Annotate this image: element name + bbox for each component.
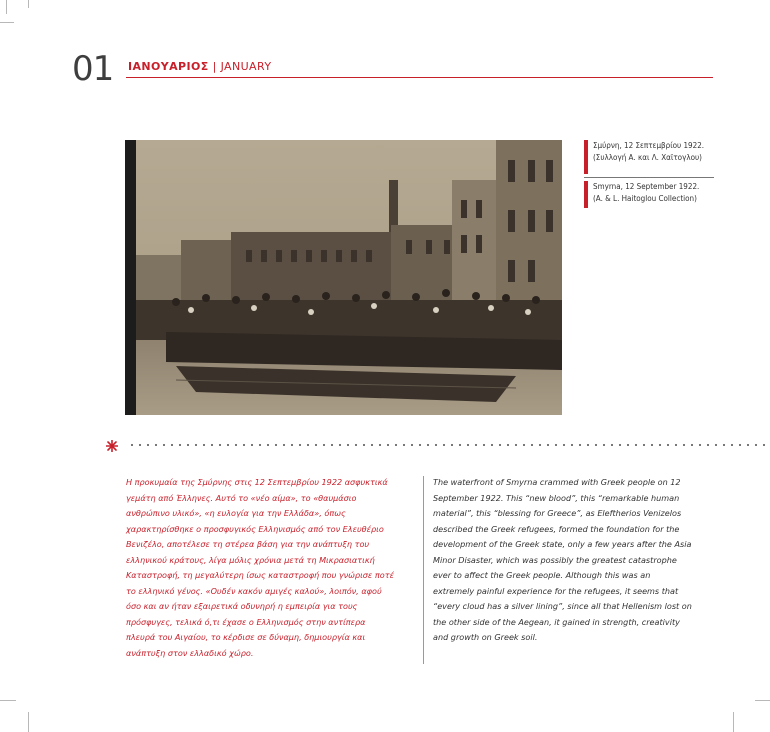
ornament-star-icon [106, 440, 118, 452]
month-greek: ΙΑΝΟΥΑΡΙΟΣ [128, 60, 209, 73]
title-separator: | [212, 60, 217, 73]
body-greek-column [126, 475, 416, 661]
caption-english-line-1: Smyrna, 12 September 1922. [593, 182, 700, 191]
body-line: Minor Disaster, which was possibly the greatest catastrophe [433, 554, 677, 565]
month-english: JANUARY [220, 60, 272, 73]
caption-greek-line-1: Σμύρνη, 12 Σεπτεμβρίου 1922. [593, 141, 705, 150]
crop-mark [0, 22, 14, 23]
body-line: ανάπτυξη στον ελλαδικό χώρο. [126, 647, 254, 658]
dotted-rule [128, 444, 770, 446]
body-line: πρόσφυγες, τελικά ό,τι έχασε ο Ελληνισμός στην αντίπερα [126, 616, 366, 627]
caption-accent-bar [584, 140, 588, 174]
body-line: ever to affect the Greek people. Although this was an [433, 570, 651, 580]
body-line: το ελληνικό γένος. «Ουδέν κακόν αμιγές καλού», λοιπόν, αφού [126, 585, 382, 596]
body-line: and growth on Greek soil. [433, 632, 538, 642]
body-line: described the Greek refugees, formed the foundation for the [433, 523, 680, 534]
photo-smyrna-waterfront-icon [136, 140, 562, 415]
caption-english [584, 181, 734, 205]
body-english-column [433, 475, 739, 646]
body-line: “every cloud has a silver lining”, since all that Hellenism lost on [433, 601, 692, 611]
body-line: the other side of the Aegean, it gained in strength, creativity [433, 616, 680, 627]
crop-mark [28, 712, 29, 732]
crop-mark [0, 700, 16, 701]
crop-mark [755, 700, 770, 701]
title-rule [126, 77, 713, 78]
body-line: The waterfront of Smyrna crammed with Greek people on 12 [433, 477, 681, 487]
body-line: όσο και αν ήταν εξαιρετικά οδυνηρή η εμπειρία για τους [126, 601, 358, 611]
crop-mark [733, 712, 734, 732]
body-line: ελληνικού κράτους, λίγα μόλις χρόνια μετά τη Μικρασιατική [126, 554, 375, 565]
body-line: ανθρώπινο υλικό», «η ευλογία για την Ελλάδα», όπως [126, 508, 346, 518]
body-line: extremely painful experience for the refugees, it seems that [433, 585, 679, 596]
page-number: 01 [72, 49, 114, 89]
caption-greek [584, 140, 734, 164]
body-line: Καταστροφή, τη μεγαλύτερη ίσως καταστροφή που γνώρισε ποτέ [126, 570, 394, 580]
caption-accent-bar [584, 181, 588, 208]
column-divider [423, 476, 424, 664]
photo-side-bar [125, 140, 136, 415]
caption-english-line-2: (A. & L. Haitoglou Collection) [593, 194, 697, 203]
body-line: September 1922. This “new blood”, this “remarkable human [433, 492, 680, 503]
body-line: χαρακτηρίσθηκε ο προσφυγικός Ελληνισμός από τον Ελευθέριο [126, 523, 384, 534]
caption-greek-line-2: (Συλλογή Α. και Λ. Χαϊτογλου) [593, 153, 702, 162]
body-line: Η προκυμαία της Σμύρνης στις 12 Σεπτεμβρίου 1922 ασφυκτικά [126, 477, 388, 487]
crop-mark [6, 0, 7, 14]
body-line: Βενιζέλο, αποτέλεσε τη στέρεα βάση για την ανάπτυξη του [126, 539, 370, 549]
month-title [128, 60, 271, 73]
caption-divider [584, 177, 714, 178]
body-line: πλευρά του Αιγαίου, το κέρδισε σε δύναμη, δημιουργία και [126, 632, 366, 642]
body-line: material”, this “blessing for Greece”, as Eleftherios Venizelos [433, 508, 682, 518]
body-line: γεμάτη από Έλληνες. Αυτό το «νέο αίμα», το «θαυμάσιο [126, 492, 357, 503]
crop-mark [28, 0, 29, 8]
body-line: development of the Greek state, only a few years after the Asia [433, 539, 692, 549]
